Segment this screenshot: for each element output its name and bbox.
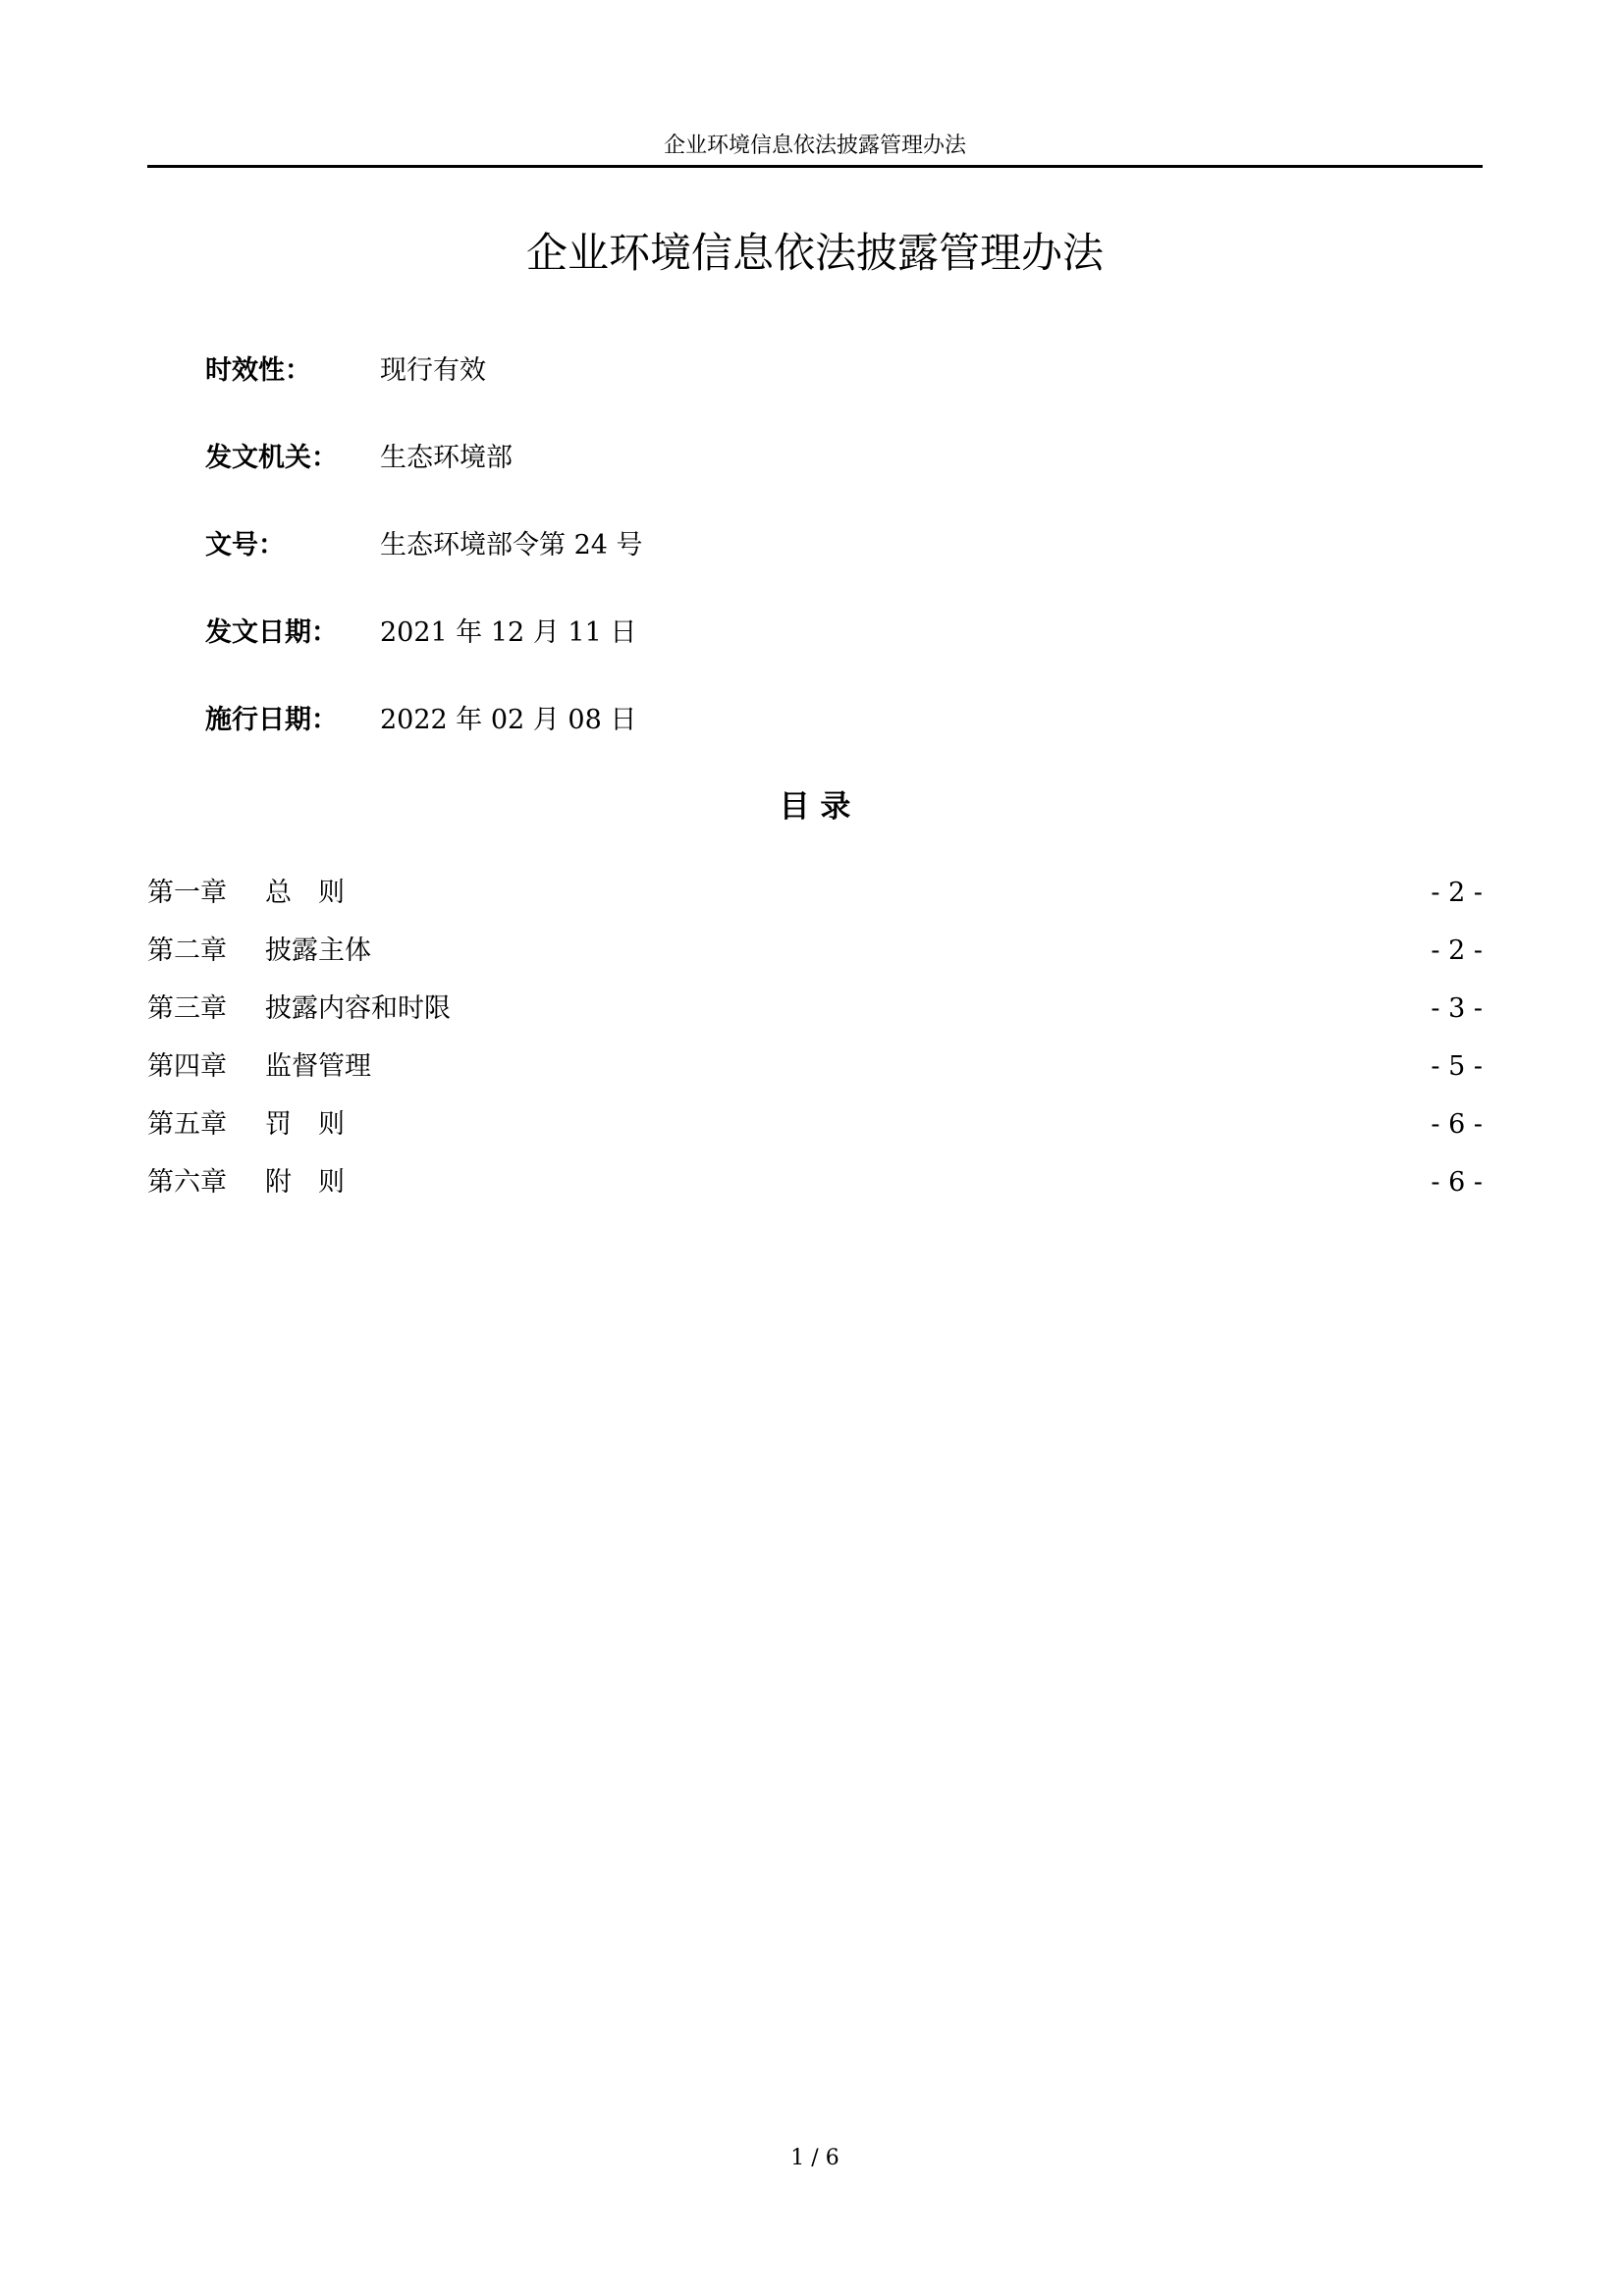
toc-chapter-number: 第六章 bbox=[147, 1167, 227, 1198]
toc-entry[interactable] bbox=[147, 932, 1483, 971]
toc-chapter-number: 第二章 bbox=[147, 935, 227, 966]
table-of-contents-title: 目 录 bbox=[779, 789, 851, 825]
meta-label: 发文日期： bbox=[205, 617, 338, 648]
toc-chapter-name: 披露内容和时限 bbox=[265, 993, 451, 1024]
meta-label: 时效性： bbox=[205, 355, 311, 386]
toc-entry[interactable] bbox=[147, 989, 1483, 1029]
toc-chapter-name: 罚 则 bbox=[265, 1109, 345, 1140]
toc-chapter-name: 监督管理 bbox=[265, 1051, 371, 1082]
meta-value: 生态环境部令第 24 号 bbox=[380, 530, 643, 561]
meta-label: 发文机关： bbox=[205, 443, 338, 473]
meta-value: 生态环境部 bbox=[380, 443, 513, 473]
toc-chapter-number: 第一章 bbox=[147, 878, 227, 908]
toc-entry[interactable] bbox=[147, 874, 1483, 913]
header-divider bbox=[147, 165, 1483, 168]
meta-row-effective-date bbox=[205, 701, 636, 740]
toc-entry[interactable] bbox=[147, 1047, 1483, 1087]
toc-chapter-name: 附 则 bbox=[265, 1167, 345, 1198]
meta-value: 现行有效 bbox=[380, 355, 486, 386]
running-header: 企业环境信息依法披露管理办法 bbox=[663, 133, 966, 158]
toc-page-number: - 6 - bbox=[1431, 1167, 1483, 1198]
page-number-footer: 1 / 6 bbox=[790, 2146, 839, 2170]
meta-row-document-number bbox=[205, 526, 643, 565]
toc-chapter-number: 第四章 bbox=[147, 1051, 227, 1082]
meta-label: 施行日期： bbox=[205, 705, 338, 735]
toc-page-number: - 3 - bbox=[1431, 993, 1483, 1024]
toc-chapter-name: 披露主体 bbox=[265, 935, 371, 966]
meta-row-issuing-authority bbox=[205, 439, 513, 478]
meta-row-issue-date bbox=[205, 614, 636, 653]
document-title: 企业环境信息依法披露管理办法 bbox=[525, 229, 1104, 277]
meta-value: 2022 年 02 月 08 日 bbox=[380, 705, 637, 735]
meta-label: 文号： bbox=[205, 530, 285, 561]
toc-page-number: - 2 - bbox=[1431, 878, 1483, 908]
toc-chapter-number: 第五章 bbox=[147, 1109, 227, 1140]
toc-entry[interactable] bbox=[147, 1163, 1483, 1202]
toc-page-number: - 5 - bbox=[1431, 1051, 1483, 1082]
meta-row-validity bbox=[205, 351, 486, 391]
toc-chapter-number: 第三章 bbox=[147, 993, 227, 1024]
toc-chapter-name: 总 则 bbox=[265, 878, 345, 908]
toc-page-number: - 2 - bbox=[1431, 935, 1483, 966]
toc-entry[interactable] bbox=[147, 1105, 1483, 1145]
meta-value: 2021 年 12 月 11 日 bbox=[380, 617, 637, 648]
toc-page-number: - 6 - bbox=[1431, 1109, 1483, 1140]
